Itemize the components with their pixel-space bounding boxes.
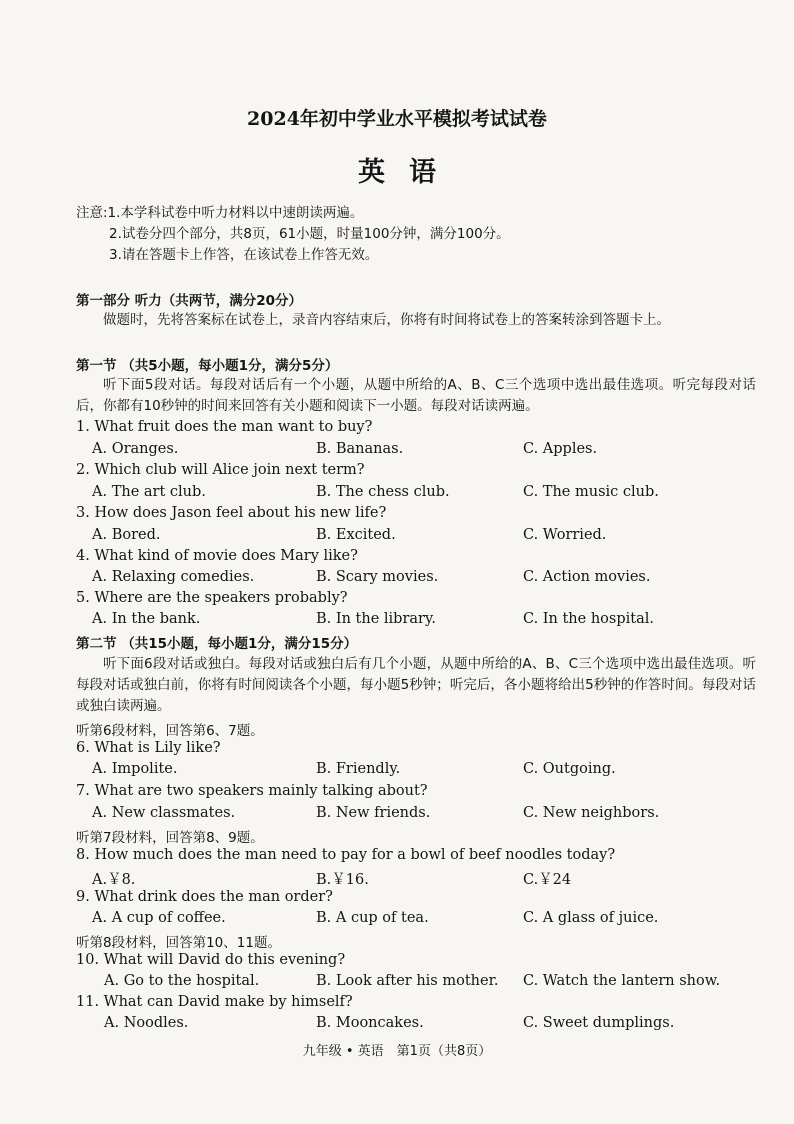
q2-option-c: C. The music club. — [523, 484, 659, 500]
q6-option-c: C. Outgoing. — [523, 761, 616, 777]
question-3: 3. How does Jason feel about his new life? — [76, 505, 387, 521]
q9-option-c: C. A glass of juice. — [523, 910, 659, 926]
q11-option-c: C. Sweet dumplings. — [523, 1015, 675, 1031]
q9-option-b: B. A cup of tea. — [316, 910, 429, 926]
q5-option-c: C. In the hospital. — [523, 611, 654, 627]
part1-heading: 第一部分 听力（共两节，满分20分） — [76, 293, 302, 309]
q3-option-c: C. Worried. — [523, 527, 607, 543]
question-8: 8. How much does the man need to pay for a bowl of beef noodles today? — [76, 847, 616, 863]
q8-option-b: B.￥16. — [316, 872, 369, 888]
page-title: 2024年初中学业水平模拟考试试卷 — [247, 108, 547, 130]
q7-option-a: A. New classmates. — [92, 805, 236, 821]
q5-option-a: A. In the bank. — [92, 611, 201, 627]
q1-option-c: C. Apples. — [523, 441, 598, 457]
question-5: 5. Where are the speakers probably? — [76, 590, 348, 606]
q8-option-c: C.￥24 — [523, 872, 572, 888]
section2-heading: 第二节 （共15小题，每小题1分，满分15分） — [76, 636, 358, 652]
question-11: 11. What can David make by himself? — [76, 994, 353, 1010]
subject-title: 英语 — [358, 157, 460, 188]
part1-instruction: 做题时，先将答案标在试卷上，录音内容结束后，你将有时间将试卷上的答案转涂到答题卡上。 — [103, 312, 670, 328]
q11-option-b: B. Mooncakes. — [316, 1015, 424, 1031]
q3-option-a: A. Bored. — [92, 527, 161, 543]
q11-option-a: A. Noodles. — [104, 1015, 189, 1031]
question-10: 10. What will David do this evening? — [76, 952, 346, 968]
q6-option-a: A. Impolite. — [92, 761, 178, 777]
material-7-label: 听第7段材料，回答第8、9题。 — [76, 830, 264, 846]
q6-option-b: B. Friendly. — [316, 761, 401, 777]
q3-option-b: B. Excited. — [316, 527, 396, 543]
note-3: 3.请在答题卡上作答，在该试卷上作答无效。 — [109, 247, 379, 263]
q9-option-a: A. A cup of coffee. — [92, 910, 226, 926]
question-4: 4. What kind of movie does Mary like? — [76, 548, 358, 564]
question-9: 9. What drink does the man order? — [76, 889, 333, 905]
q1-option-b: B. Bananas. — [316, 441, 404, 457]
question-7: 7. What are two speakers mainly talking about? — [76, 783, 428, 799]
question-6: 6. What is Lily like? — [76, 740, 221, 756]
question-2: 2. Which club will Alice join next term? — [76, 462, 365, 478]
section2-instruction: 听下面6段对话或独白。每段对话或独白后有几个小题，从题中所给的A、B、C三个选项中选出最佳选项。听每段对话或独白前，你将有时间阅读各个小题，每小题5秒钟；听完后，各小题将给出5秒钟的作答时间。每段对话或独白读两遍。 — [76, 656, 756, 714]
q2-option-b: B. The chess club. — [316, 484, 450, 500]
q7-option-b: B. New friends. — [316, 805, 431, 821]
section1-heading: 第一节 （共5小题，每小题1分，满分5分） — [76, 358, 339, 374]
q2-option-a: A. The art club. — [92, 484, 206, 500]
q7-option-c: C. New neighbors. — [523, 805, 660, 821]
q4-option-a: A. Relaxing comedies. — [92, 569, 255, 585]
q10-option-b: B. Look after his mother. — [316, 973, 499, 989]
note-1: 注意:1.本学科试卷中听力材料以中速朗读两遍。 — [76, 205, 364, 221]
q4-option-b: B. Scary movies. — [316, 569, 439, 585]
question-1: 1. What fruit does the man want to buy? — [76, 419, 373, 435]
page-footer: 九年级 • 英语 第1页（共8页） — [302, 1044, 492, 1059]
section1-instruction: 听下面5段对话。每段对话后有一个小题，从题中所给的A、B、C三个选项中选出最佳选项。听完每段对话后，你都有10秒钟的时间来回答有关小题和阅读下一小题。每段对话读两遍。 — [76, 377, 756, 414]
q10-option-c: C. Watch the lantern show. — [523, 973, 721, 989]
q8-option-a: A.￥8. — [92, 872, 136, 888]
q10-option-a: A. Go to the hospital. — [104, 973, 260, 989]
notes-block — [76, 203, 510, 266]
note-2: 2.试卷分四个部分，共8页，61小题，时量100分钟，满分100分。 — [109, 226, 510, 242]
material-8-label: 听第8段材料，回答第10、11题。 — [76, 935, 281, 951]
q4-option-c: C. Action movies. — [523, 569, 651, 585]
q5-option-b: B. In the library. — [316, 611, 436, 627]
q1-option-a: A. Oranges. — [92, 441, 179, 457]
material-6-label: 听第6段材料，回答第6、7题。 — [76, 723, 264, 739]
